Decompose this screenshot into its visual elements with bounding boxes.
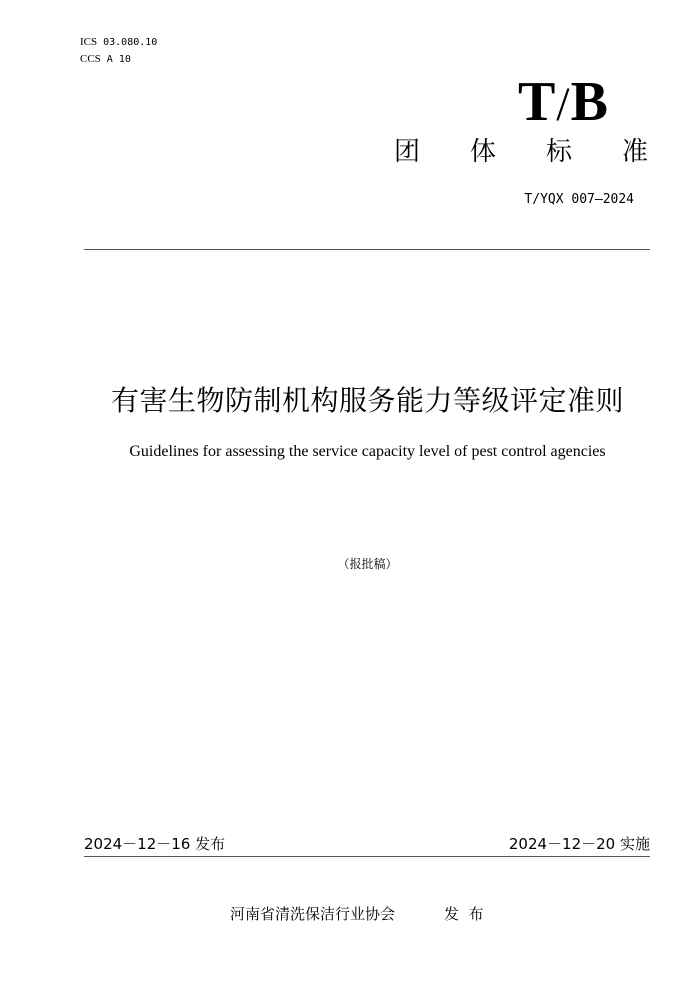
ccs-value: A 10 <box>106 54 131 65</box>
standard-type-char: 准 <box>621 137 648 167</box>
standard-type-char: 团 <box>393 137 420 167</box>
standard-number: T/YQX 007—2024 <box>524 192 634 207</box>
draft-status: （报批稿） <box>337 557 398 571</box>
top-divider <box>84 249 650 250</box>
logo-b: B <box>570 71 608 133</box>
publish-label: 发 布 <box>444 905 484 923</box>
ics-value: 03.080.10 <box>103 37 158 48</box>
implementation-date: 2024－12－20 实施 <box>508 835 650 853</box>
tb-logo <box>518 72 608 135</box>
ccs-code <box>80 51 157 68</box>
title-chinese: 有害生物防制机构服务能力等级评定准则 <box>110 384 624 417</box>
ics-code <box>80 34 157 51</box>
title-english: Guidelines for assessing the service capacity level of pest control agencies <box>129 443 606 460</box>
logo-t: T <box>517 71 556 133</box>
bottom-divider <box>84 856 650 857</box>
ics-label: ICS <box>80 36 98 48</box>
issue-date: 2024－12－16 发布 <box>84 835 226 853</box>
classification-codes <box>80 34 157 68</box>
publisher-name: 河南省清洗保洁行业协会 <box>230 905 396 923</box>
ccs-label: CCS <box>80 53 101 65</box>
standard-type-char: 标 <box>545 137 572 167</box>
standard-type <box>394 134 648 170</box>
logo-slash: / <box>556 78 570 131</box>
standard-type-char: 体 <box>469 137 496 167</box>
